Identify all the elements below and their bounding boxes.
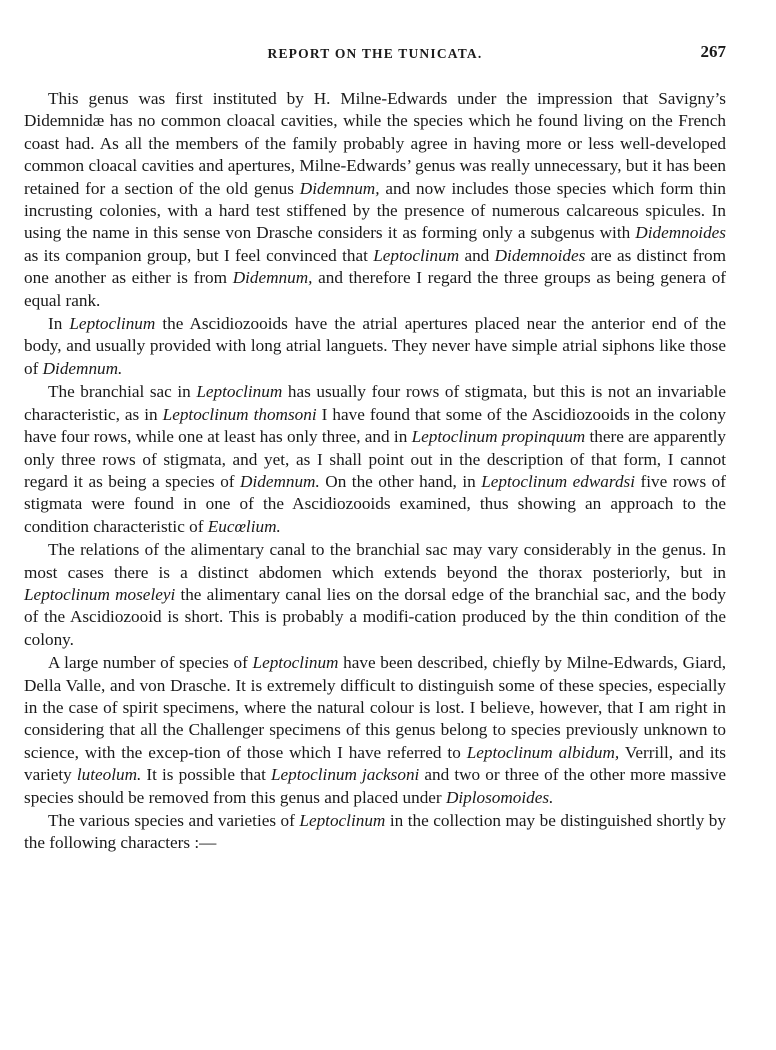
italic-taxon-name: Didemnoides xyxy=(494,245,586,265)
text-run: Verrill, and its variety xyxy=(24,742,726,785)
italic-taxon-name: Leptoclinum xyxy=(252,653,339,673)
text-run: A large number of species of xyxy=(48,653,253,673)
italic-taxon-name: Leptoclinum jacksoni xyxy=(270,765,420,785)
paragraph xyxy=(24,810,726,855)
italic-taxon-name: Leptoclinum thomsoni xyxy=(162,404,317,424)
italic-taxon-name: Leptoclinum propinquum xyxy=(411,427,586,447)
text-run: The various species and varieties of xyxy=(48,811,300,830)
text-run: It is possible that xyxy=(141,765,271,785)
italic-taxon-name: Leptoclinum albidum, xyxy=(466,742,620,762)
italic-taxon-name: Didemnum, xyxy=(299,178,380,198)
italic-taxon-name: luteolum. xyxy=(76,765,142,785)
italic-taxon-name: Leptoclinum moseleyi xyxy=(24,584,176,604)
text-run: I have found that some of the Ascidiozooids in the colony have four rows, while one at least has only three, and in xyxy=(24,404,726,447)
paragraph xyxy=(24,381,726,538)
italic-taxon-name: Leptoclinum xyxy=(373,245,460,265)
text-run: In xyxy=(48,314,70,334)
text-run: five rows of stigmata were found in one of the Ascidiozooids examined, thus showing an approach to the condition characteristic of xyxy=(24,471,726,536)
text-run: are as distinct from one another as either is from xyxy=(24,245,726,288)
paragraph xyxy=(24,88,726,312)
italic-taxon-name: Diplosomoides. xyxy=(445,787,554,807)
running-header xyxy=(24,42,726,70)
text-run: have been described, chiefly by Milne-Edwards, Giard, Della Valle, and von Drasche. It is extremely difficult to distinguish some of these species, especially in the case of spirit specimens, where the natural colour is lost. I believe, however, that I am right in considering that all the Challenger specimens of this genus belong to species previously unknown to science, with the excep-tion of those which I have referred to xyxy=(24,653,726,762)
italic-taxon-name: Didemnum, xyxy=(232,268,313,288)
text-run: the Ascidiozooids have the atrial apertures placed near the anterior end of the body, and usually provided with long atrial languets. They never have simple atrial siphons like those of xyxy=(24,314,726,378)
text-run: as its companion group, but I feel convinced that xyxy=(24,245,374,265)
text-run: the alimentary canal lies on the dorsal edge of the branchial sac, and the body of the Ascidiozooid is short. This is probably a modifi-cation produced by the thin condition of the colony. xyxy=(24,584,726,649)
italic-taxon-name: Eucœlium. xyxy=(207,516,281,536)
italic-taxon-name: Leptoclinum edwardsi xyxy=(481,471,636,491)
text-run: and xyxy=(459,245,495,265)
page-number: 267 xyxy=(700,42,726,61)
text-run: and two or three of the other more massive species should be removed from this genus and placed under xyxy=(24,765,726,807)
text-run: has usually four rows of stigmata, but this is not an invariable characteristic, as in xyxy=(24,382,726,424)
paragraph xyxy=(24,539,726,651)
italic-taxon-name: Leptoclinum xyxy=(69,314,156,334)
text-run: This genus was first instituted by H. Milne-Edwards under the impression that Savigny’s Didemnidæ has no common cloacal cavities, while the species which he found living on the French coast had. As all the members of the family probably agree in having more or less well-developed common cloacal cavities and apertures, Milne-Edwards’ genus was really unnecessary, but it has been retained for a section of the old genus xyxy=(24,89,726,198)
document-page xyxy=(24,42,726,855)
text-run: The relations of the alimentary canal to the branchial sac may vary considerably in the genus. In most cases there is a distinct abdomen which extends beyond the thorax posteriorly, but in xyxy=(24,540,726,582)
running-title: REPORT ON THE TUNICATA. xyxy=(267,46,483,61)
text-run: and now includes those species which form thin incrusting colonies, with a hard test stiffened by the presence of numerous calcareous spicules. In using the name in this sense von Drasche considers it as forming only a subgenus with xyxy=(24,178,726,243)
text-run: in the collection may be distinguished shortly by the following characters :— xyxy=(24,811,726,853)
text-run: On the other hand, in xyxy=(319,471,482,491)
paragraph xyxy=(24,652,726,809)
italic-taxon-name: Didemnum. xyxy=(240,471,320,491)
body-text xyxy=(24,88,726,855)
italic-taxon-name: Leptoclinum xyxy=(196,382,283,402)
text-run: The branchial sac in xyxy=(48,382,197,402)
text-run: and therefore I regard the three groups as being genera of equal rank. xyxy=(24,268,727,310)
paragraph xyxy=(24,313,726,380)
text-run: there are apparently only three rows of stigmata, and yet, as I shall point out in the description of that form, I cannot regard it as being a species of xyxy=(24,427,726,491)
italic-taxon-name: Leptoclinum xyxy=(299,811,386,830)
italic-taxon-name: Didemnum. xyxy=(42,358,123,378)
italic-taxon-name: Didemnoides xyxy=(635,223,726,243)
